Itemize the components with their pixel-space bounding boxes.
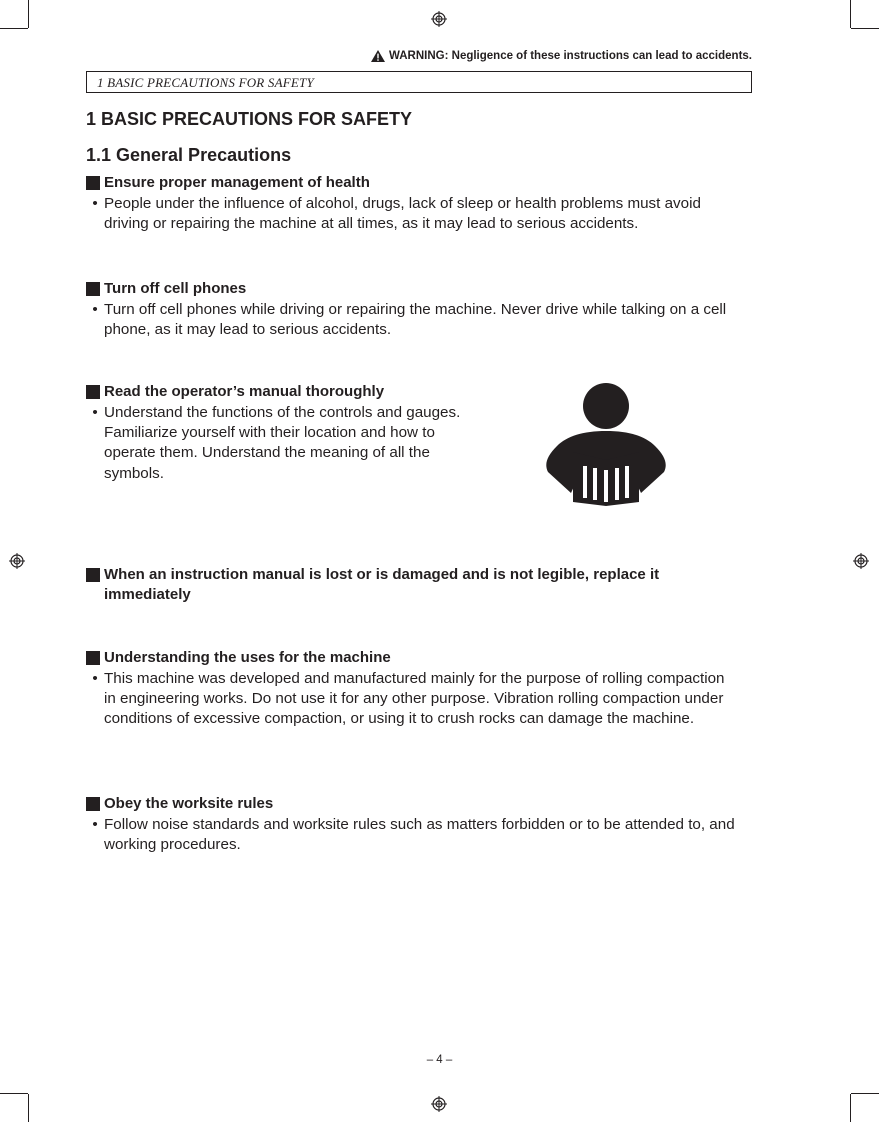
crop-mark	[851, 1093, 879, 1094]
crop-mark	[0, 1093, 28, 1094]
bullet-text: Turn off cell phones while driving or repairing the machine. Never drive while talking on a cell phone, as it may lead to serious accidents.	[104, 301, 727, 339]
section-machine-uses	[86, 648, 726, 730]
bullet-dot-icon: •	[92, 670, 98, 687]
crop-mark	[28, 0, 29, 28]
warning-text: WARNING: Negligence of these instructions can lead to accidents.	[389, 50, 752, 62]
crop-mark	[850, 0, 851, 28]
section-worksite-rules	[86, 794, 754, 855]
bullet-text: Follow noise standards and worksite rules such as matters forbidden or to be attended to, and working procedures.	[104, 816, 735, 854]
bullet-text: People under the influence of alcohol, drugs, lack of sleep or health problems must avoid driving or repairing the machine at all times, as it may lead to serious accidents.	[104, 195, 701, 233]
warning-triangle-icon	[371, 50, 385, 62]
bullet-text: Understand the functions of the controls and gauges. Familiarize yourself with their location and how to operate them. Understand the meaning of all the symbols.	[104, 404, 461, 482]
section-title: Understanding the uses for the machine	[104, 649, 391, 666]
square-bullet-icon	[86, 651, 100, 665]
section-subtitle: 1.1 General Precautions	[86, 145, 292, 165]
section-title: When an instruction manual is lost or is damaged and is not legible, replace it immediately	[104, 566, 660, 603]
section-title: Read the operator’s manual thoroughly	[104, 383, 385, 400]
page-title: 1 BASIC PRECAUTIONS FOR SAFETY	[86, 109, 413, 129]
warning-banner	[371, 50, 752, 62]
crop-mark	[28, 1094, 29, 1122]
crop-mark	[850, 1094, 851, 1122]
page-number: – 4 –	[426, 1054, 453, 1066]
registration-mark-icon	[9, 553, 25, 569]
registration-mark-icon	[431, 1096, 447, 1112]
square-bullet-icon	[86, 797, 100, 811]
square-bullet-icon	[86, 385, 100, 399]
section-cell-phones	[86, 279, 746, 340]
section-read-manual	[86, 382, 471, 484]
registration-mark-icon	[853, 553, 869, 569]
read-manual-icon	[543, 382, 669, 506]
square-bullet-icon	[86, 176, 100, 190]
bullet-dot-icon: •	[92, 404, 98, 421]
section-title: Obey the worksite rules	[104, 795, 274, 812]
section-health	[86, 173, 746, 234]
registration-mark-icon	[431, 11, 447, 27]
section-title: Turn off cell phones	[104, 280, 247, 297]
bullet-dot-icon: •	[92, 195, 98, 212]
bullet-dot-icon: •	[92, 816, 98, 833]
bullet-text: This machine was developed and manufactured mainly for the purpose of rolling compaction in engineering works. Do not use it for any other purpose. Vibration rolling compaction under conditions of excessive compaction, or using it to crush rocks can damage the machine.	[104, 670, 725, 728]
chapter-header-box	[86, 71, 752, 93]
square-bullet-icon	[86, 282, 100, 296]
section-title: Ensure proper management of health	[104, 174, 370, 191]
bullet-dot-icon: •	[92, 301, 98, 318]
square-bullet-icon	[86, 568, 100, 582]
section-replace-manual	[86, 565, 726, 605]
crop-mark	[0, 28, 28, 29]
crop-mark	[851, 28, 879, 29]
chapter-label: 1 BASIC PRECAUTIONS FOR SAFETY	[97, 75, 314, 90]
